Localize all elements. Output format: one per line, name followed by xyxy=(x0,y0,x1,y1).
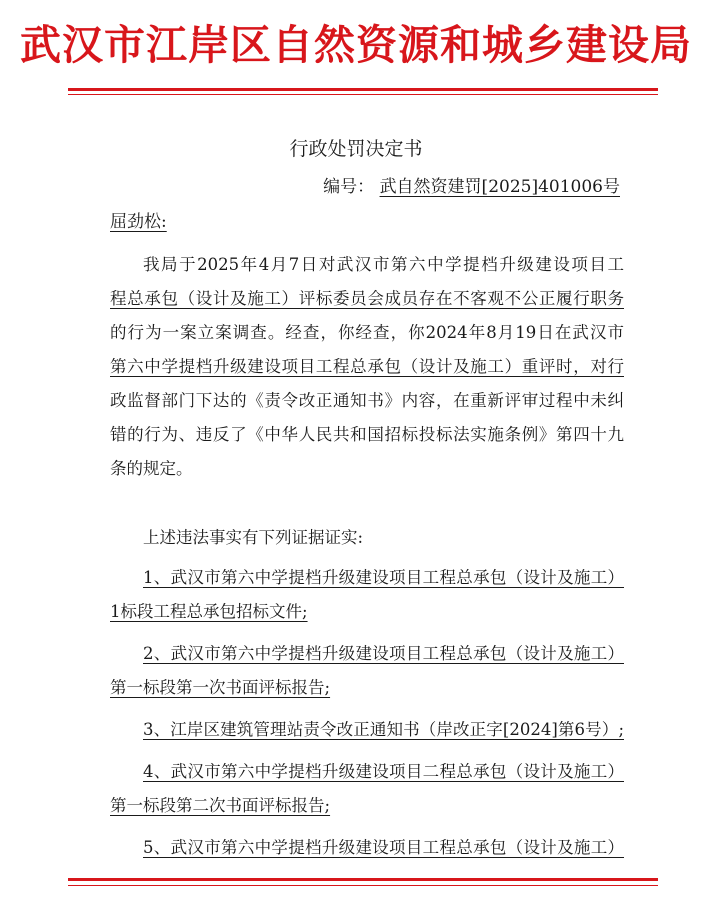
text-line: 我局于2025年4月7日对武汉市第六中学提档升级建设项目工 xyxy=(143,255,624,274)
addressee xyxy=(110,207,167,232)
evidence-item: 5、武汉市第六中学提档升级建设项目工程总承包（设计及施工） xyxy=(143,838,624,857)
text-line: 的行为一案立案调查。经查，你经查，你2024年8月19日在武汉市 xyxy=(110,323,624,342)
evidence-list xyxy=(110,561,624,865)
body-paragraph-1 xyxy=(110,248,624,486)
document-number-label: 编号： xyxy=(323,177,375,197)
evidence-item: 第一标段第一次书面评标报告; xyxy=(110,678,331,697)
addressee-name: 屈劲松: xyxy=(110,212,167,232)
letterhead-rule-thin xyxy=(68,94,658,95)
body-paragraph-2 xyxy=(110,521,624,555)
document-number xyxy=(323,172,620,197)
text-line: 第六中学提档升级建设项目工程总承包（设计及施工）重评时，对行 xyxy=(110,357,624,376)
letterhead-rule-thick xyxy=(68,88,658,91)
document-number-value: 武自然资建罚[2025]401006号 xyxy=(379,177,620,197)
evidence-item: 第一标段第二次书面评标报告; xyxy=(110,796,331,815)
evidence-item: 3、江岸区建筑管理站责令改正通知书（岸改正字[2024]第6号）; xyxy=(143,720,624,739)
evidence-item: 4、武汉市第六中学提档升级建设项目二程总承包（设计及施工） xyxy=(143,762,624,781)
footer-rule-thin xyxy=(68,885,658,886)
evidence-item: 1标段工程总承包招标文件; xyxy=(110,602,308,621)
text-line: 错的行为、违反了《中华人民共和国招标投标法实施条例》第四十九 xyxy=(110,425,624,444)
evidence-item: 2、武汉市第六中学提档升级建设项目工程总承包（设计及施工） xyxy=(143,644,624,663)
agency-letterhead: 武汉市江岸区自然资源和城乡建设局 xyxy=(20,21,692,69)
text-line: 上述违法事实有下列证据证实: xyxy=(143,528,364,547)
text-line: 政监督部门下达的《责令改正通知书》内容，在重新评审过程中未纠 xyxy=(110,391,624,410)
evidence-item: 1、武汉市第六中学提档升级建设项目工程总承包（设计及施工） xyxy=(143,568,624,587)
footer-rule-thick xyxy=(68,878,658,881)
document-title: 行政处罚决定书 xyxy=(289,138,423,160)
text-line: 条的规定。 xyxy=(110,459,193,478)
text-line: 程总承包（设计及施工）评标委员会成员存在不客观不公正履行职务 xyxy=(110,289,624,308)
